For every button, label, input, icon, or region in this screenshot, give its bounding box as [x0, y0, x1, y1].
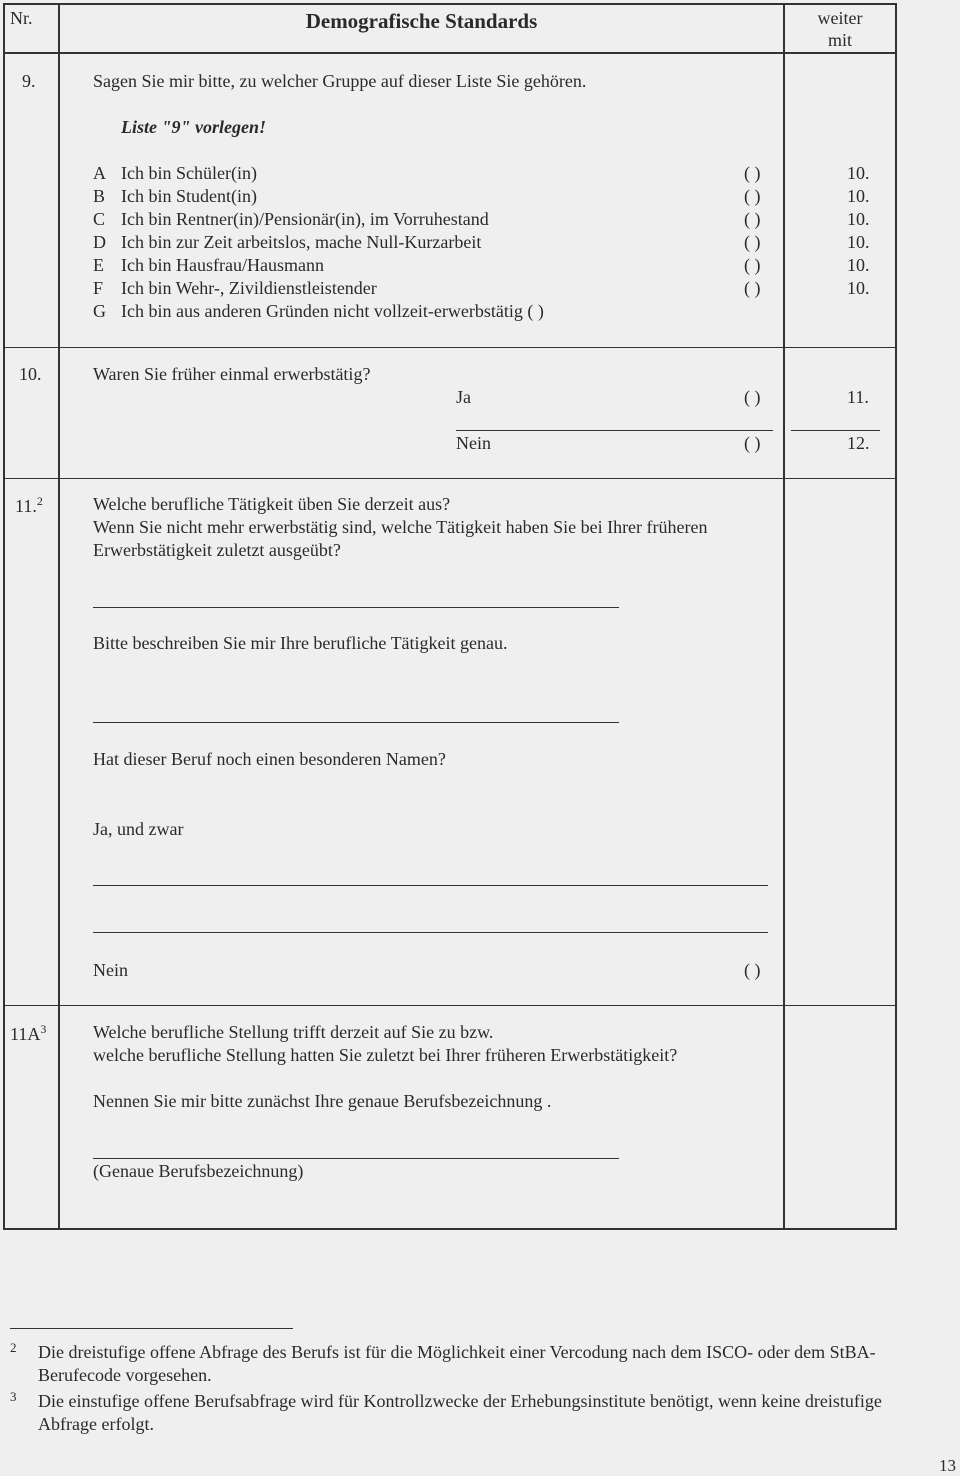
q11a-question-line: Nennen Sie mir bitte zunächst Ihre genaue Berufsbezeichnung . — [93, 1091, 552, 1111]
footnote-text: Berufecode vorgesehen. — [38, 1365, 212, 1385]
footnote-ref: 2 — [36, 494, 43, 508]
q10-ja-next: 11. — [847, 387, 869, 407]
footnote-text: Abfrage erfolgt. — [38, 1414, 154, 1434]
q9-number: 9. — [22, 71, 36, 91]
q11-question-line: Welche berufliche Tätigkeit üben Sie derzeit aus? — [93, 494, 451, 514]
header-weiter: weiter — [817, 8, 863, 28]
q9-option-checkbox[interactable]: ( ) — [744, 163, 761, 183]
header-mit: mit — [827, 30, 852, 50]
q9-option-checkbox[interactable]: ( ) — [744, 255, 761, 275]
q11-number-text: 11. — [15, 496, 37, 516]
q10-number: 10. — [19, 364, 42, 384]
q11-description-line[interactable] — [93, 722, 619, 723]
q9-option-next: 10. — [847, 186, 870, 206]
page-title: Demografische Standards — [305, 9, 538, 33]
q10-ja-checkbox[interactable]: ( ) — [744, 387, 761, 407]
q9-option-letter: E — [93, 255, 104, 275]
q9-question: Sagen Sie mir bitte, zu welcher Gruppe auf dieser Liste Sie gehören. — [93, 71, 587, 91]
q9-option-next: 10. — [847, 232, 870, 252]
q9-option-checkbox[interactable]: ( ) — [744, 232, 761, 252]
header-nr: Nr. — [10, 8, 33, 28]
q11a-question-line: welche berufliche Stellung hatten Sie zuletzt bei Ihrer früheren Erwerbstätigkeit? — [93, 1045, 678, 1065]
q11-question-line: Erwerbstätigkeit zuletzt ausgeübt? — [93, 540, 341, 560]
q9-option-next: 10. — [847, 278, 870, 298]
q10-nein-label: Nein — [456, 433, 491, 453]
q11a-question-line: Welche berufliche Stellung trifft derzeit auf Sie zu bzw. — [93, 1022, 494, 1042]
q9-option-text: Ich bin Hausfrau/Hausmann — [121, 255, 324, 275]
q11a-number — [10, 1024, 46, 1045]
footnote-number: 3 — [10, 1389, 17, 1404]
q9-option-text[interactable]: Ich bin aus anderen Gründen nicht vollzeit-erwerbstätig ( ) — [121, 301, 544, 321]
q9-option-letter: C — [93, 209, 106, 229]
q10-ja-label: Ja — [456, 387, 471, 407]
q9-option-letter: B — [93, 186, 106, 206]
q9-option-text: Ich bin Schüler(in) — [121, 163, 257, 183]
q11-name-line[interactable] — [93, 885, 768, 886]
q9-option-letter: F — [93, 278, 104, 298]
q11a-number-text: 11A — [10, 1024, 41, 1044]
q11-number — [15, 496, 43, 517]
footnote-text: Die dreistufige offene Abfrage des Berufs ist für die Möglichkeit einer Vercodung nach dem ISCO- oder dem StBA- — [38, 1342, 876, 1362]
q9-option-letter: D — [93, 232, 106, 252]
q9-option-next: 10. — [847, 255, 870, 275]
q10-question: Waren Sie früher einmal erwerbstätig? — [93, 364, 371, 384]
q11a-caption: (Genaue Berufsbezeichnung) — [93, 1161, 304, 1181]
q9-option-next: 10. — [847, 209, 870, 229]
q9-instruction: Liste "9" vorlegen! — [121, 117, 266, 137]
q9-option-letter: G — [93, 301, 106, 321]
q9-option-checkbox[interactable]: ( ) — [744, 278, 761, 298]
footnote-number: 2 — [10, 1340, 17, 1355]
q9-option-checkbox[interactable]: ( ) — [744, 209, 761, 229]
q11-name-line[interactable] — [93, 932, 768, 933]
q10-next-separator — [791, 430, 880, 431]
page-number: 13 — [939, 1456, 956, 1475]
q9-option-next: 10. — [847, 163, 870, 183]
footnote-separator — [10, 1328, 293, 1329]
footnote-text: Die einstufige offene Berufsabfrage wird für Kontrollzwecke der Erhebungsinstitute benötigt, wenn keine dreistufige — [38, 1391, 882, 1411]
q11-describe: Bitte beschreiben Sie mir Ihre berufliche Tätigkeit genau. — [93, 633, 508, 653]
q11-special-name: Hat dieser Beruf noch einen besonderen Namen? — [93, 749, 446, 769]
footnote-ref: 3 — [40, 1022, 47, 1036]
q11-answer-line[interactable] — [93, 607, 619, 608]
q11a-answer-line[interactable] — [93, 1158, 619, 1159]
q11-nein-label: Nein — [93, 960, 128, 980]
q10-nein-next: 12. — [847, 433, 870, 453]
q9-option-text: Ich bin Rentner(in)/Pensionär(in), im Vorruhestand — [121, 209, 489, 229]
q11-nein-checkbox[interactable]: ( ) — [744, 960, 761, 980]
q11-question-line: Wenn Sie nicht mehr erwerbstätig sind, welche Tätigkeit haben Sie bei Ihrer früheren — [93, 517, 708, 537]
q9-option-text: Ich bin zur Zeit arbeitslos, mache Null-Kurzarbeit — [121, 232, 482, 252]
q9-option-text: Ich bin Student(in) — [121, 186, 257, 206]
q11-ja-zwar: Ja, und zwar — [93, 819, 184, 839]
q10-separator — [456, 430, 773, 431]
q9-option-text: Ich bin Wehr-, Zivildienstleistender — [121, 278, 377, 298]
q10-nein-checkbox[interactable]: ( ) — [744, 433, 761, 453]
q9-option-checkbox[interactable]: ( ) — [744, 186, 761, 206]
q9-option-letter: A — [93, 163, 106, 183]
